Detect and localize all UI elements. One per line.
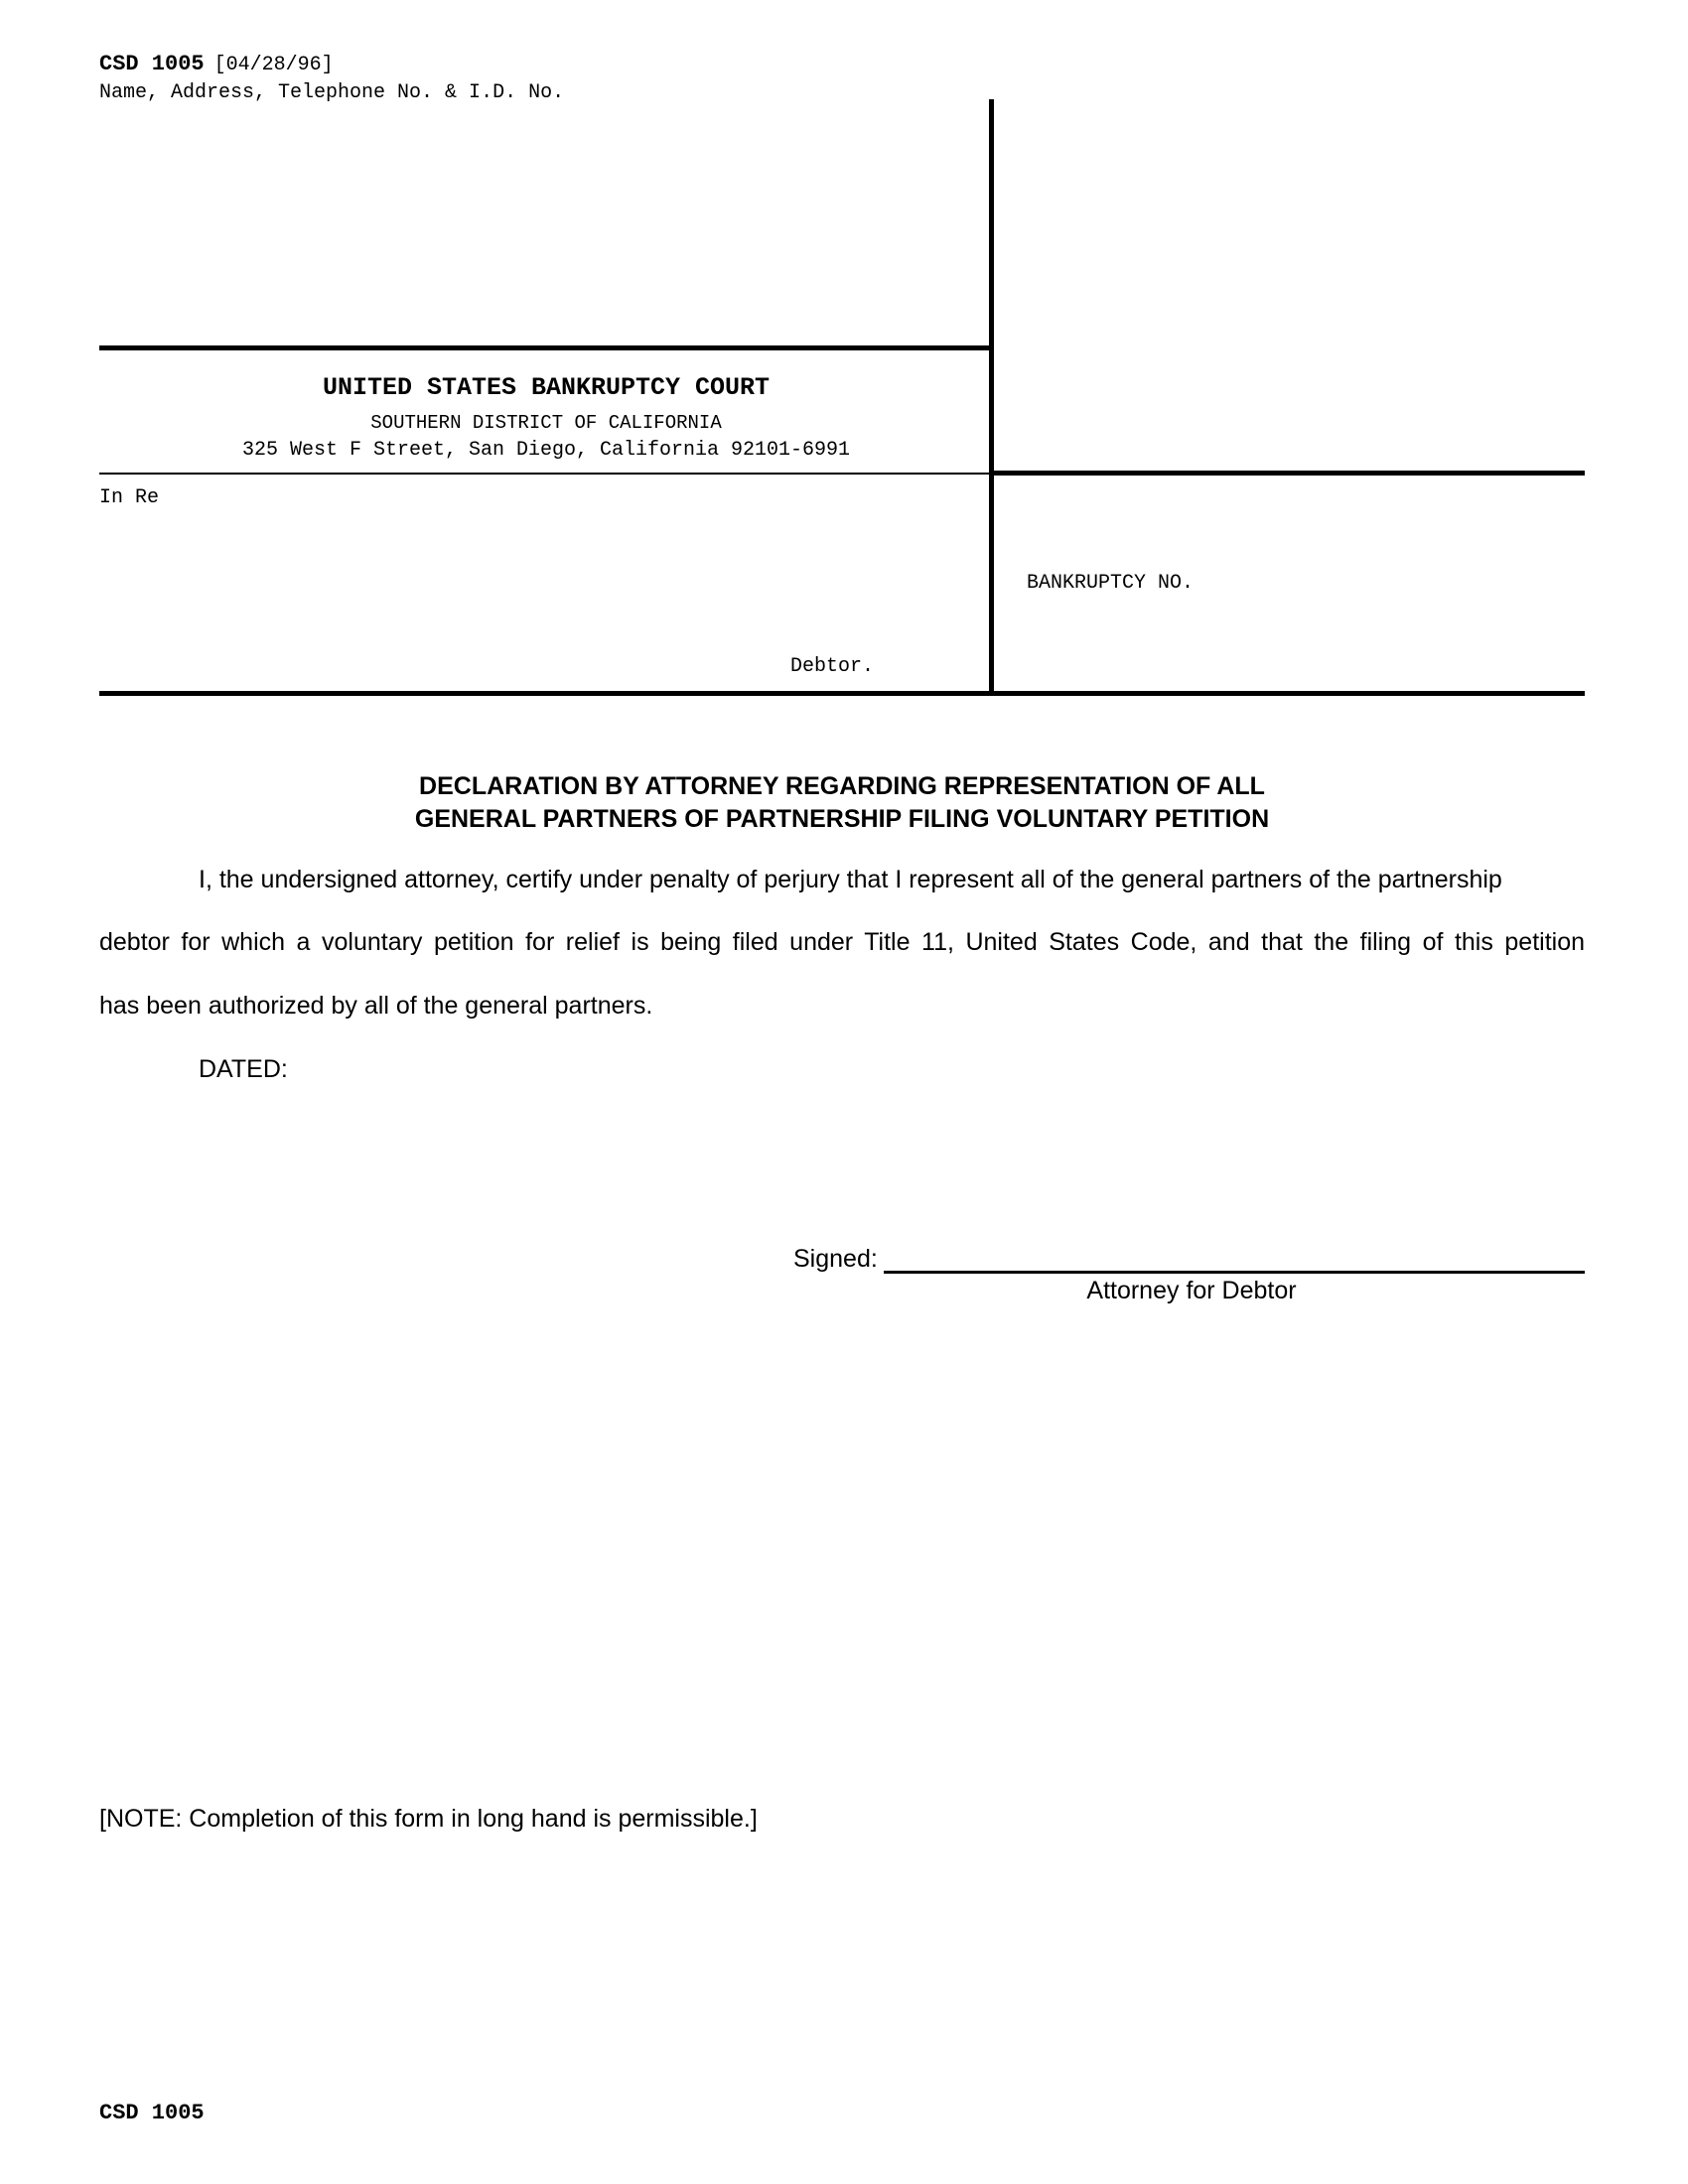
court-block-bottom-rule [99, 473, 991, 475]
bankruptcy-number-label: BANKRUPTCY NO. [1027, 572, 1195, 595]
declaration-title-line-1: DECLARATION BY ATTORNEY REGARDING REPRESENTATION OF ALL [419, 772, 1265, 800]
court-block-top-rule [99, 345, 991, 350]
form-revision-date: [04/28/96] [213, 54, 334, 76]
caption-middle-rule [989, 471, 1585, 476]
attorney-info-label: Name, Address, Telephone No. & I.D. No. [99, 81, 565, 104]
declaration-body-line-3: has been authorized by all of the general partners. [99, 992, 653, 1020]
in-re-label: In Re [99, 486, 160, 509]
form-id-text: CSD 1005 [99, 52, 205, 76]
signature-caption: Attorney for Debtor [1086, 1277, 1297, 1304]
court-district: SOUTHERN DISTRICT OF CALIFORNIA [370, 412, 722, 434]
caption-bottom-rule [99, 691, 1585, 696]
declaration-body-line-2: debtor for which a voluntary petition for relief is being filed under Title 11, United States Code, and that the filing of this petition [99, 928, 1585, 956]
debtor-label: Debtor. [790, 655, 875, 678]
declaration-body-line-1: I, the undersigned attorney, certify under penalty of perjury that I represent all of the general partners of the partnership [199, 866, 1502, 893]
form-id [99, 52, 334, 76]
completion-note: [NOTE: Completion of this form in long hand is permissible.] [99, 1805, 758, 1833]
declaration-title-line-2: GENERAL PARTNERS OF PARTNERSHIP FILING VOLUNTARY PETITION [414, 805, 1270, 833]
footer-form-id: CSD 1005 [99, 2101, 205, 2125]
signed-label: Signed: [793, 1245, 878, 1273]
court-address: 325 West F Street, San Diego, California 92101-6991 [241, 439, 851, 462]
signature-line[interactable] [884, 1271, 1585, 1274]
dated-label: DATED: [199, 1055, 288, 1083]
court-name: UNITED STATES BANKRUPTCY COURT [322, 373, 771, 402]
